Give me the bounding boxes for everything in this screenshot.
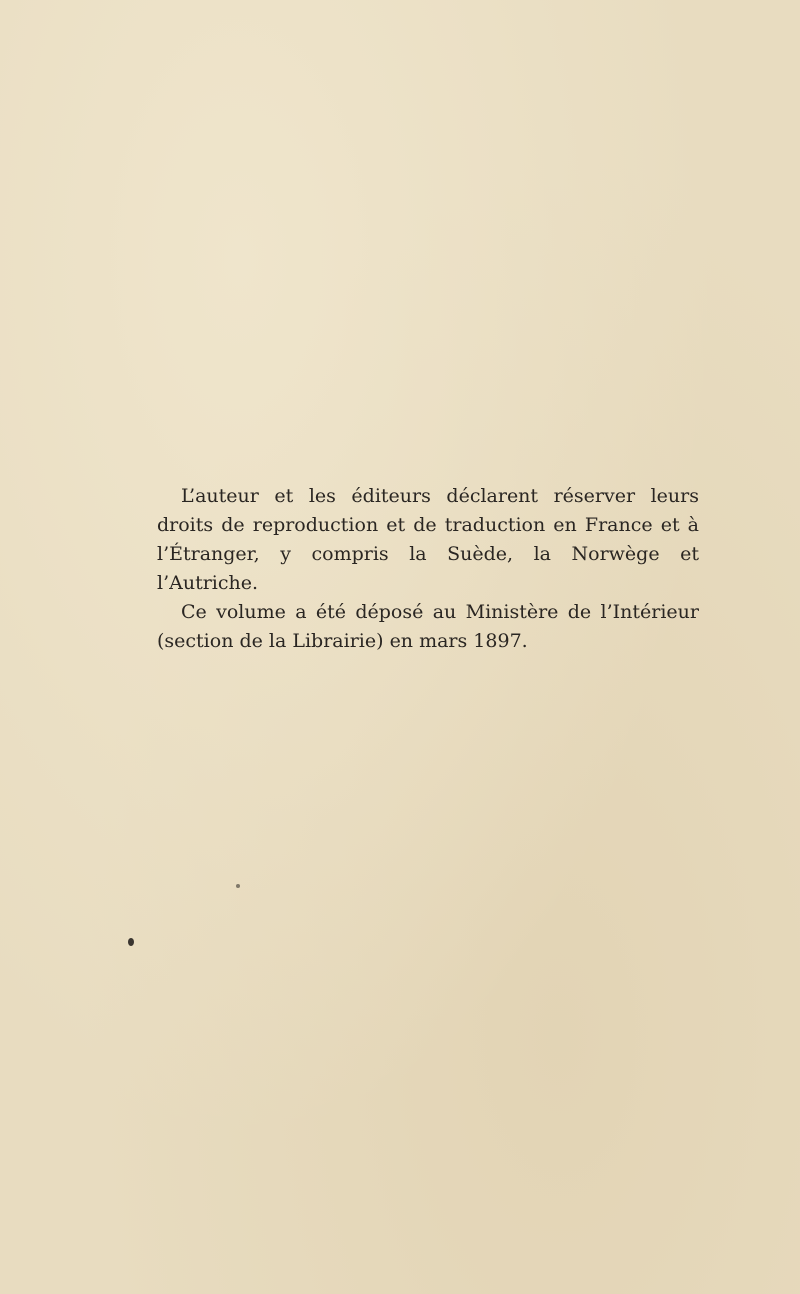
rights-paragraph: L’auteur et les éditeurs déclarent réserver leurs droits de reproduction et de traduction en France et à l’Étranger, y compris la Suède, la Norwège et l’Autriche. [157, 485, 699, 594]
ink-speck [128, 938, 134, 946]
ink-speck [236, 884, 240, 888]
deposit-paragraph: Ce volume a été déposé au Ministère de l’Intérieur (section de la Librairie) en mars 1897. [157, 601, 699, 652]
rights-notice [157, 482, 699, 656]
